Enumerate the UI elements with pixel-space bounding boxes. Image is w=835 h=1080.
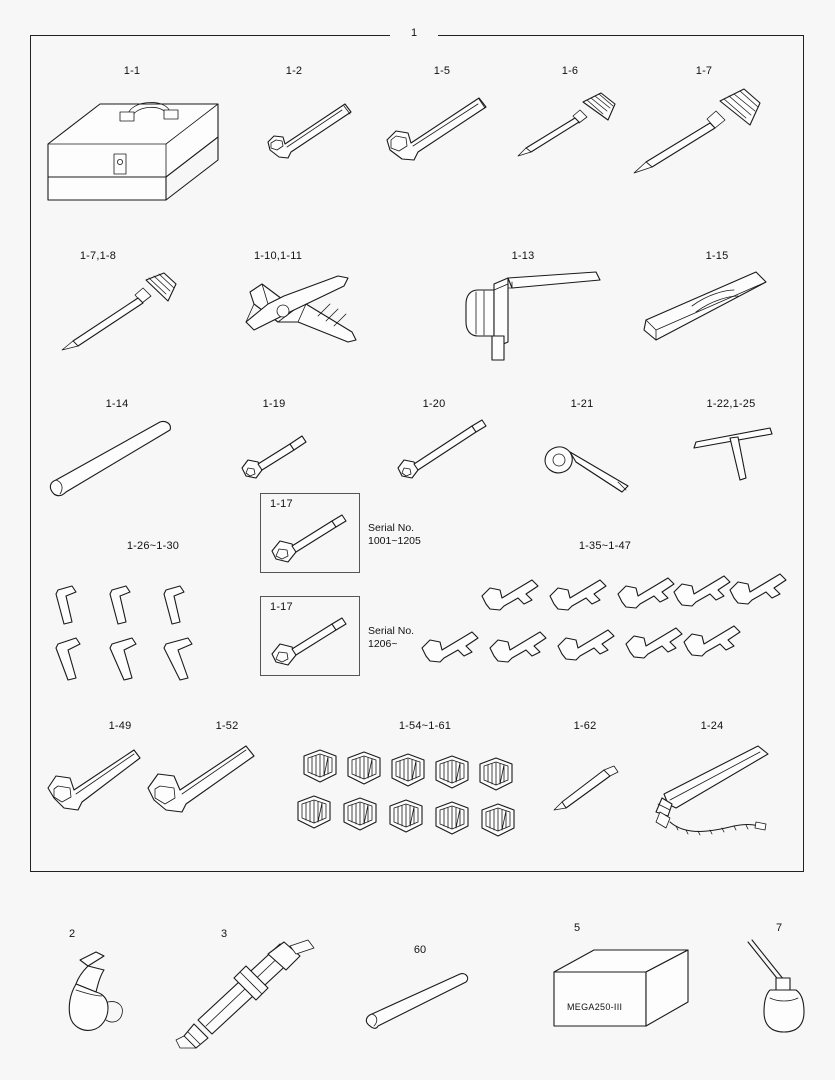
label-1-5: 1-5 — [433, 65, 451, 77]
serial-note-b-line2: 1206~ — [368, 638, 398, 650]
label-1-6: 1-6 — [561, 65, 579, 77]
label-1-22-1-25: 1-22,1-25 — [706, 398, 756, 410]
group-label-rule-right — [432, 35, 518, 36]
label-1-10-1-11: 1-10,1-11 — [253, 250, 303, 262]
serial-note-a-line2: 1001~1205 — [368, 535, 421, 547]
oil-can-funnel-icon — [34, 946, 144, 1036]
screwdriver-set-icon — [48, 268, 178, 353]
serial-note-b — [368, 625, 414, 651]
socket-extension-long-icon — [388, 418, 498, 488]
label-1-7: 1-7 — [695, 65, 713, 77]
label-1-24: 1-24 — [700, 720, 724, 732]
oiler-icon — [730, 938, 820, 1038]
open-end-wrench-set-icon — [420, 568, 750, 683]
label-1-54-1-61: 1-54~1-61 — [398, 720, 452, 732]
wrench-medium-icon — [42, 742, 152, 817]
socket-extension-short-icon — [232, 418, 322, 488]
label-7: 7 — [775, 922, 783, 934]
spark-plug-socket-b-icon — [266, 616, 354, 670]
label-1-15: 1-15 — [705, 250, 729, 262]
pin-punch-icon — [550, 760, 630, 820]
parts-box-icon — [548, 944, 698, 1034]
hammer-icon — [448, 268, 608, 363]
label-1-14: 1-14 — [105, 398, 129, 410]
label-1-17-a: 1-17 — [270, 498, 293, 510]
socket-set-icon — [292, 742, 522, 837]
label-1-19: 1-19 — [262, 398, 286, 410]
serial-note-a-line1: Serial No. — [368, 522, 415, 534]
pliers-icon — [232, 270, 362, 355]
label-1-49: 1-49 — [108, 720, 132, 732]
label-1-2: 1-2 — [285, 65, 303, 77]
label-1-7-1-8: 1-7,1-8 — [79, 250, 117, 262]
label-1-21: 1-21 — [570, 398, 594, 410]
ratchet-handle-icon — [530, 418, 640, 496]
label-1-26-1-30: 1-26~1-30 — [126, 540, 180, 552]
label-1-62: 1-62 — [573, 720, 597, 732]
chain-wrench-icon — [640, 742, 780, 837]
rod-icon — [356, 968, 476, 1038]
chisel-icon — [630, 268, 770, 353]
label-1-17-b: 1-17 — [270, 601, 293, 613]
label-5: 5 — [573, 922, 581, 934]
label-1-52: 1-52 — [215, 720, 239, 732]
group-label: 1 — [390, 27, 438, 39]
label-1-20: 1-20 — [422, 398, 446, 410]
serial-note-a — [368, 522, 421, 548]
pry-bar-icon — [38, 418, 178, 503]
label-2: 2 — [68, 928, 76, 940]
toolbox-icon — [40, 82, 230, 212]
label-3: 3 — [220, 928, 228, 940]
screwdriver-large-icon — [624, 85, 764, 180]
label-1-1: 1-1 — [123, 65, 141, 77]
open-end-wrench-small-icon — [252, 92, 362, 172]
serial-note-b-line1: Serial No. — [368, 625, 415, 637]
label-1-13: 1-13 — [511, 250, 535, 262]
group-label-rule-left — [300, 35, 386, 36]
open-end-wrench-large-icon — [378, 88, 503, 173]
t-handle-wrench-icon — [684, 418, 784, 488]
grease-gun-icon — [172, 938, 322, 1050]
parts-box-text: MEGA250-III — [567, 1002, 623, 1012]
label-60: 60 — [413, 944, 427, 956]
spark-plug-socket-a-icon — [266, 513, 354, 567]
wrench-large-icon — [142, 740, 267, 820]
hex-key-set-icon — [50, 578, 230, 688]
screwdriver-small-icon — [505, 88, 625, 168]
label-1-35-1-47: 1-35~1-47 — [578, 540, 632, 552]
